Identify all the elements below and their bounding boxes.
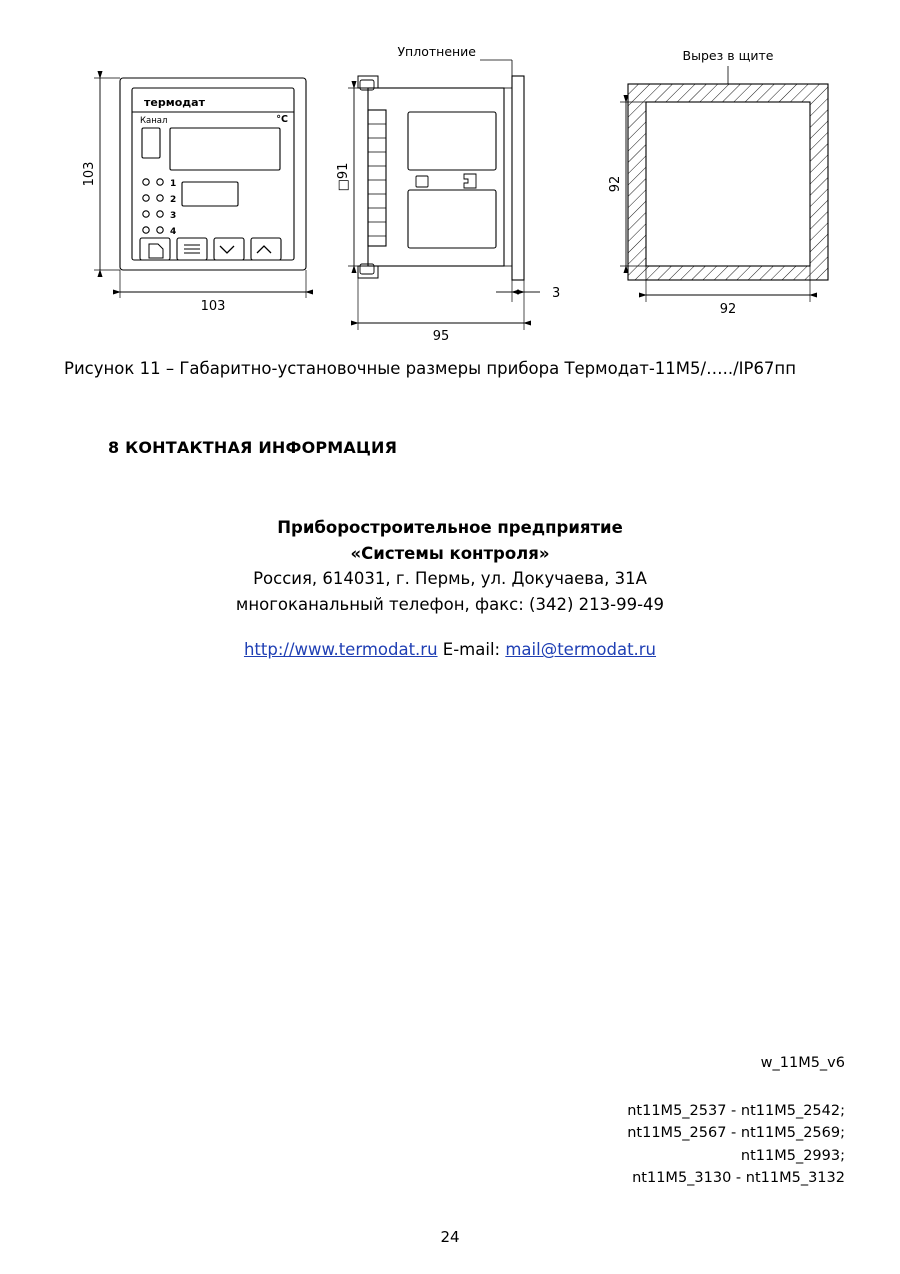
figure-dim-side-height: □91	[336, 162, 351, 192]
figure-dim-height-front: 103	[82, 161, 97, 187]
code-line-3: nt11M5_2993;	[740, 1147, 845, 1164]
email-link[interactable]: mail@termodat.ru	[505, 640, 657, 660]
figure-dim-cutout-height: 92	[608, 175, 623, 193]
figure-dimensions-drawing	[60, 40, 850, 340]
email-label: E-mail:	[442, 640, 501, 660]
document-version-code: w_11M5_v6	[760, 1055, 845, 1071]
company-name-line-1: Приборостроительное предприятие	[277, 518, 623, 537]
figure-led-label-4: 4	[170, 227, 177, 237]
code-line-4: nt11M5_3130 - nt11M5_3132	[632, 1170, 845, 1187]
page-number: 24	[440, 1228, 460, 1246]
figure-label-channel: Канал	[140, 116, 168, 126]
code-line-1: nt11M5_2537 - nt11M5_2542;	[627, 1103, 845, 1119]
figure-caption: Рисунок 11 – Габаритно-установочные размеры прибора Термодат-11М5/…../IP67пп	[64, 359, 797, 378]
company-phone: многоканальный телефон, факс: (342) 213-99-49	[235, 594, 665, 614]
section-heading-contact-info: 8 КОНТАКТНАЯ ИНФОРМАЦИЯ	[108, 438, 398, 457]
contact-information-block	[0, 515, 900, 663]
figure-led-label-2: 2	[170, 195, 177, 205]
figure-dim-cutout-width: 92	[719, 302, 737, 317]
company-address: Россия, 614031, г. Пермь, ул. Докучаева, 31А	[253, 569, 647, 589]
company-name-line-2: «Системы контроля»	[350, 543, 550, 563]
figure-label-celsius: °C	[276, 114, 288, 125]
document-code-list	[627, 1100, 845, 1190]
figure-label-panel-cutout: Вырез в щите	[682, 48, 774, 63]
contact-links-line	[0, 637, 900, 663]
figure-dim-bezel: 3	[552, 286, 561, 301]
figure-label-seal: Уплотнение	[397, 44, 476, 59]
figure-dim-side-depth: 95	[432, 329, 450, 340]
website-link[interactable]: http://www.termodat.ru	[243, 640, 438, 660]
figure-led-label-3: 3	[170, 211, 177, 221]
figure-led-label-1: 1	[170, 179, 177, 189]
code-line-2: nt11M5_2567 - nt11M5_2569;	[627, 1125, 845, 1142]
figure-label-brand: термодат	[144, 96, 205, 109]
figure-dim-width-front: 103	[200, 299, 226, 314]
